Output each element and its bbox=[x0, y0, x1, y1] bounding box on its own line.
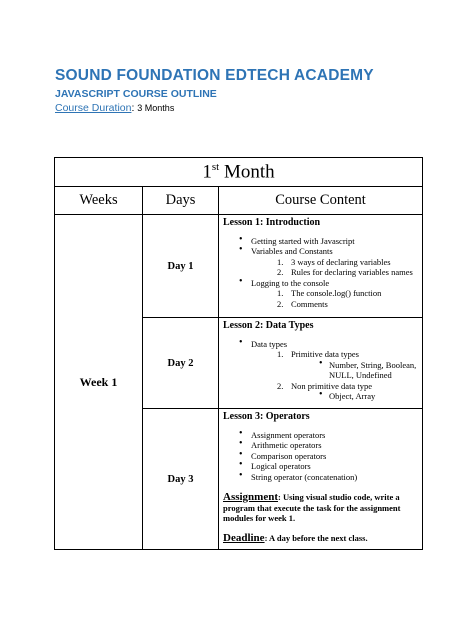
topic-list bbox=[223, 339, 418, 402]
column-header-days: Days bbox=[143, 187, 219, 215]
list-item: • Logical operators bbox=[239, 461, 418, 472]
list-item: • Arithmetic operators bbox=[239, 440, 418, 451]
lesson-title: Lesson 1: Introduction bbox=[223, 217, 321, 228]
lesson-title: Lesson 3: Operators bbox=[223, 411, 310, 422]
lesson-content bbox=[219, 215, 423, 318]
month-ordinal: st bbox=[211, 160, 220, 173]
month-heading bbox=[55, 158, 423, 187]
sub-topic-list bbox=[251, 288, 418, 309]
course-outline-table bbox=[54, 157, 423, 550]
topic-list bbox=[223, 430, 418, 483]
nested-list bbox=[291, 391, 418, 402]
duration-colon: : bbox=[131, 102, 135, 114]
month-number: 1 bbox=[202, 161, 212, 183]
sub-topic-list bbox=[251, 257, 418, 278]
document-header bbox=[55, 66, 455, 115]
lesson-content bbox=[219, 409, 423, 550]
week-cell: Week 1 bbox=[55, 215, 143, 550]
list-item: • Variables and Constants 1. 3 ways of declaring variables 2. Rules for declaring variables names bbox=[239, 246, 418, 278]
topic-list bbox=[223, 236, 418, 310]
column-header-content: Course Content bbox=[219, 187, 423, 215]
list-item: • Object, Array bbox=[319, 391, 418, 402]
list-item: 1. The console.log() function bbox=[277, 288, 382, 298]
deadline-text: : A day before the next class. bbox=[264, 532, 368, 543]
assignment-note bbox=[223, 492, 418, 524]
list-item: 2. Rules for declaring variables names bbox=[277, 267, 413, 277]
list-item: • Assignment operators bbox=[239, 430, 418, 441]
list-item: • Data types 1. Primitive data types • Number, String, Boolean, NULL, Undefined 2. Non primitive data type • Object, Array bbox=[239, 339, 418, 402]
course-duration bbox=[55, 101, 455, 115]
deadline-label: Deadline bbox=[223, 531, 265, 544]
sub-topic-list bbox=[251, 349, 418, 402]
month-word: Month bbox=[223, 161, 275, 183]
list-item: 1. 3 ways of declaring variables bbox=[277, 256, 391, 267]
course-subtitle: JAVASCRIPT COURSE OUTLINE bbox=[55, 88, 217, 100]
lesson-title: Lesson 2: Data Types bbox=[223, 320, 314, 331]
lesson-content bbox=[219, 318, 423, 409]
day-cell: Day 3 bbox=[143, 409, 219, 550]
assignment-label: Assignment bbox=[223, 491, 279, 503]
list-item: • Number, String, Boolean, NULL, Undefined bbox=[319, 360, 418, 381]
list-item: 2. Comments bbox=[277, 298, 328, 309]
deadline-note bbox=[223, 533, 418, 544]
day-cell: Day 2 bbox=[143, 318, 219, 409]
list-item: • String operator (concatenation) bbox=[239, 472, 418, 483]
duration-value: 3 Months bbox=[137, 103, 175, 113]
nested-list bbox=[291, 360, 418, 381]
list-item: • Comparison operators bbox=[239, 451, 418, 462]
organization-title: SOUND FOUNDATION EDTECH ACADEMY bbox=[55, 67, 374, 84]
assignment-text: : Using visual studio code, write a program that execute the task for the assignment modules for week 1. bbox=[223, 492, 401, 523]
day-cell: Day 1 bbox=[143, 215, 219, 318]
list-item: 2. Non primitive data type • Object, Array bbox=[277, 381, 418, 402]
duration-label: Course Duration bbox=[55, 102, 132, 114]
list-item: • Getting started with Javascript bbox=[239, 236, 418, 247]
list-item: 1. Primitive data types • Number, String, Boolean, NULL, Undefined bbox=[277, 349, 418, 381]
column-header-weeks: Weeks bbox=[55, 187, 143, 215]
list-item: • Logging to the console 1. The console.log() function 2. Comments bbox=[239, 278, 418, 310]
